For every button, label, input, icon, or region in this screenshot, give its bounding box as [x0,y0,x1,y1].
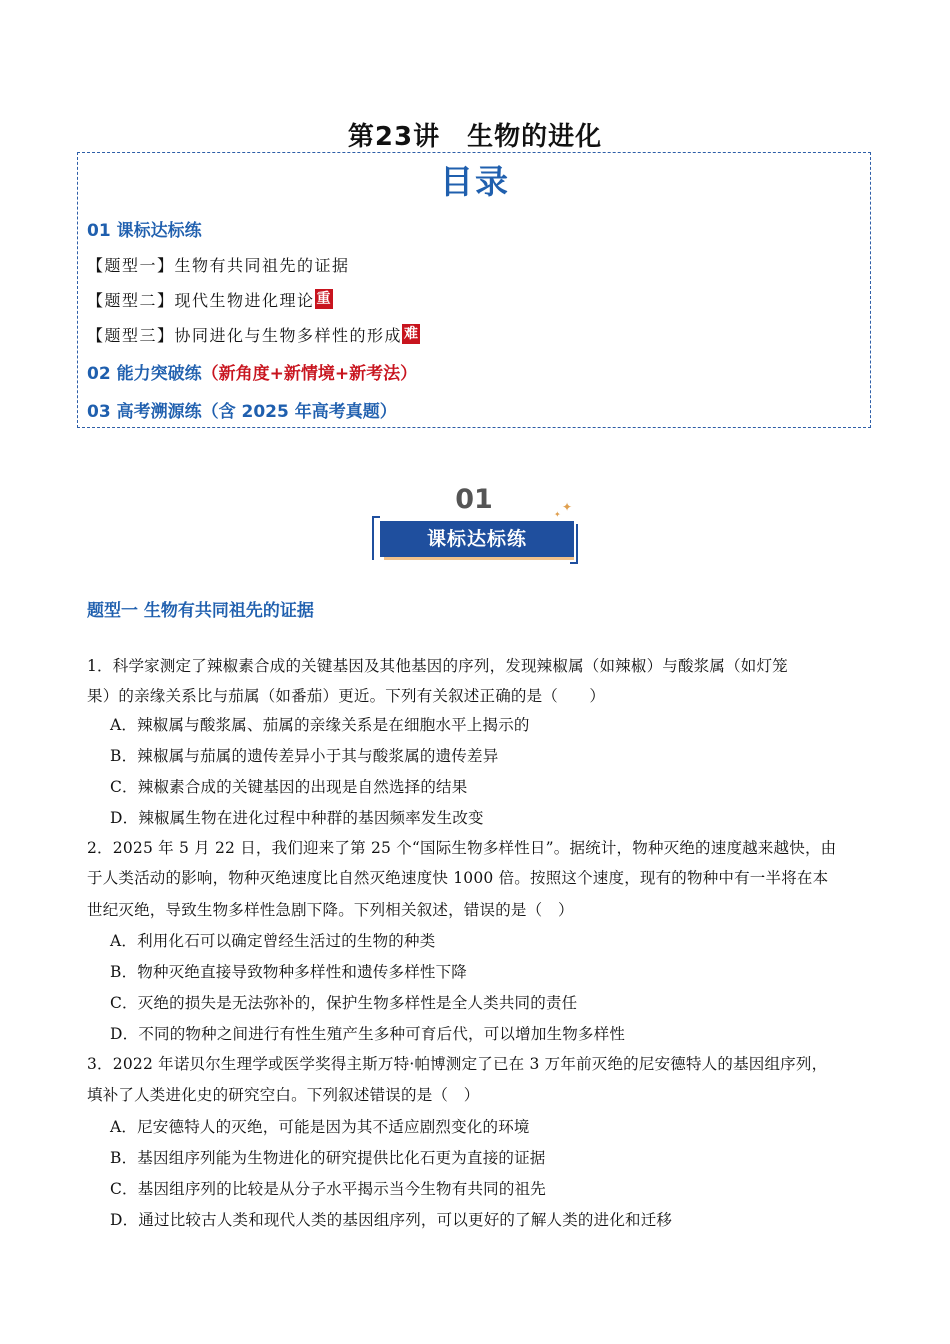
question-3-option-d[interactable]: D．通过比较古人类和现代人类的基因组序列，可以更好的了解人类的进化和迁移 [110,1211,673,1229]
question-1-line-1: 1．科学家测定了辣椒素合成的关键基因及其他基因的序列，发现辣椒属（如辣椒）与酸浆属（如灯笼 [87,657,788,675]
sparkle-small-icon: ✦ [554,510,561,519]
banner-label: 课标达标练 [380,521,574,557]
question-3-option-b[interactable]: B．基因组序列能为生物进化的研究提供比化石更为直接的证据 [110,1149,546,1167]
toc-section-1[interactable]: 01 课标达标练 [87,221,202,241]
question-1-option-b[interactable]: B．辣椒属与茄属的遗传差异小于其与酸浆属的遗传差异 [110,747,499,765]
toc-item-label: 【题型二】现代生物进化理论 [87,291,315,310]
section-banner [372,484,582,564]
question-3-line-1: 3．2022 年诺贝尔生理学或医学奖得主斯万特·帕博测定了已在 3 万年前灭绝的尼安德特人的基因组序列， [87,1055,828,1073]
question-2-option-b[interactable]: B．物种灭绝直接导致物种多样性和遗传多样性下降 [110,963,467,981]
question-2-option-d[interactable]: D．不同的物种之间进行有性生殖产生多种可育后代，可以增加生物多样性 [110,1025,626,1043]
sparkle-icon: ✦ [562,500,573,514]
banner-shadow [384,557,574,560]
question-1-option-a[interactable]: A．辣椒属与酸浆属、茄属的亲缘关系是在细胞水平上揭示的 [110,716,530,734]
question-2-option-a[interactable]: A．利用化石可以确定曾经生活过的生物的种类 [110,932,436,950]
section-title: 题型一 生物有共同祖先的证据 [87,601,314,621]
difficult-badge: 难 [404,326,419,342]
toc-item-type-2[interactable] [87,288,333,311]
question-1-option-d[interactable]: D．辣椒属生物在进化过程中种群的基因频率发生改变 [110,809,484,827]
toc-section-2-note: （新角度+新情境+新考法） [201,364,418,384]
toc-item-label: 【题型一】生物有共同祖先的证据 [87,256,350,275]
question-2-option-c[interactable]: C．灭绝的损失是无法弥补的，保护生物多样性是全人类共同的责任 [110,994,578,1012]
important-badge: 重 [316,291,331,307]
banner-number: 01 [455,484,493,515]
toc-section-2[interactable] [87,359,417,384]
question-3-option-a[interactable]: A．尼安德特人的灭绝，可能是因为其不适应剧烈变化的环境 [110,1118,530,1136]
toc-item-label: 【题型三】协同进化与生物多样性的形成 [87,326,403,345]
question-3-option-c[interactable]: C．基因组序列的比较是从分子水平揭示当今生物有共同的祖先 [110,1180,546,1198]
banner-bracket-left [372,516,380,560]
question-2-line-2: 于人类活动的影响，物种灭绝速度比自然灭绝速度快 1000 倍。按照这个速度，现有的物种中有一半将在本 [87,869,829,887]
page-title: 第23讲 生物的进化 [347,122,603,152]
question-1-line-2: 果）的亲缘关系比与茄属（如番茄）更近。下列有关叙述正确的是（ ） [87,687,606,705]
toc-heading: 目录 [440,162,510,201]
question-2-line-3: 世纪灭绝，导致生物多样性急剧下降。下列相关叙述，错误的是（ ） [87,901,574,919]
toc-item-type-3[interactable] [87,323,420,346]
question-3-line-2: 填补了人类进化史的研究空白。下列叙述错误的是（ ） [87,1086,480,1104]
toc-section-3[interactable]: 03 高考溯源练（含 2025 年高考真题） [87,402,397,422]
question-2-line-1: 2．2025 年 5 月 22 日，我们迎来了第 25 个“国际生物多样性日”。据统计，物种灭绝的速度越来越快，由 [87,839,837,857]
question-1-option-c[interactable]: C．辣椒素合成的关键基因的出现是自然选择的结果 [110,778,468,796]
toc-section-2-label: 02 能力突破练 [87,364,202,384]
toc-item-type-1[interactable] [87,253,350,276]
